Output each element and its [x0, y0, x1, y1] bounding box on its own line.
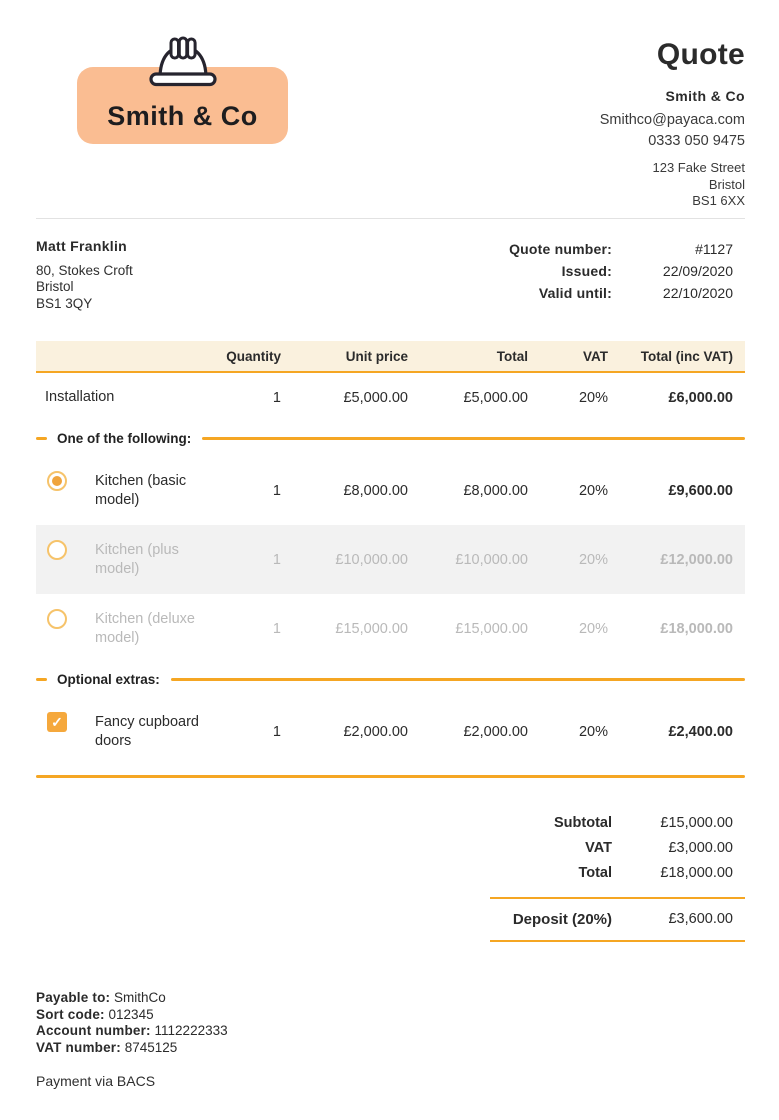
- item-quantity: 1: [272, 620, 281, 637]
- table-row: [36, 456, 745, 525]
- item-total-inc-vat: £12,000.00: [660, 551, 733, 568]
- issued-value: 22/09/2020: [662, 262, 733, 279]
- company-address: [600, 160, 745, 210]
- issued-row: [509, 260, 745, 282]
- section-line: [171, 678, 745, 681]
- section-one-of-the-following: [36, 422, 745, 456]
- item-name: Kitchen (deluxe model): [95, 611, 195, 646]
- deposit-value: £3,600.00: [668, 911, 733, 927]
- table-row: [36, 525, 745, 594]
- item-total-inc-vat: £2,400.00: [668, 723, 733, 740]
- item-quantity: 1: [272, 551, 281, 568]
- quote-meta: [509, 238, 745, 313]
- item-vat: 20%: [578, 620, 608, 637]
- item-total-inc-vat: £9,600.00: [668, 482, 733, 499]
- payment-details: [36, 990, 745, 1089]
- column-header-vat: VAT: [583, 348, 608, 364]
- hard-hat-icon: [148, 36, 218, 88]
- quote-number-value: #1127: [695, 240, 733, 257]
- total-label: Total: [578, 865, 612, 881]
- vat-number-row: [36, 1040, 745, 1057]
- customer-address-line: 80, Stokes Croft: [36, 262, 133, 278]
- quote-number-label: Quote number:: [509, 240, 612, 257]
- valid-until-row: [509, 282, 745, 304]
- item-total: £10,000.00: [455, 551, 528, 568]
- table-row: [36, 373, 745, 422]
- total-value: £18,000.00: [660, 865, 733, 881]
- sort-code-row: [36, 1007, 745, 1024]
- items-table: [36, 341, 745, 778]
- subtotal-value: £15,000.00: [660, 815, 733, 831]
- column-header-quantity: Quantity: [226, 348, 281, 364]
- valid-until-label: Valid until:: [538, 284, 612, 301]
- column-header-total: Total: [496, 348, 528, 364]
- vat-value: £3,000.00: [668, 840, 733, 856]
- item-vat: 20%: [578, 482, 608, 499]
- radio-unselected[interactable]: [47, 609, 67, 629]
- deposit-label: Deposit (20%): [512, 911, 612, 928]
- company-logo: [77, 36, 288, 163]
- logo-company-name: Smith & Co: [107, 101, 258, 131]
- account-number-value: 1112222333: [154, 1023, 228, 1038]
- item-quantity: 1: [272, 723, 281, 740]
- section-dash: [36, 678, 47, 681]
- item-name: Installation: [45, 389, 115, 405]
- total-row: [490, 861, 745, 886]
- company-address-line: 123 Fake Street: [652, 160, 745, 175]
- vat-number-label: VAT number:: [36, 1039, 121, 1055]
- item-unit-price: £10,000.00: [335, 551, 408, 568]
- payable-to-label: Payable to:: [36, 990, 111, 1005]
- section-optional-extras: [36, 663, 745, 697]
- item-name: Fancy cupboard doors: [95, 714, 199, 749]
- item-total: £8,000.00: [463, 482, 528, 499]
- item-total: £15,000.00: [455, 620, 528, 637]
- subtotal-row: [490, 811, 745, 836]
- table-row: [36, 594, 745, 663]
- item-vat: 20%: [578, 551, 608, 568]
- company-name: Smith & Co: [665, 88, 745, 104]
- item-unit-price: £5,000.00: [343, 389, 408, 406]
- company-phone: 0333 050 9475: [648, 133, 745, 149]
- item-unit-price: £8,000.00: [343, 482, 408, 499]
- company-details: [600, 36, 745, 210]
- column-header-total-inc-vat: Total (inc VAT): [640, 348, 733, 364]
- company-email: Smithco@payaca.com: [599, 112, 745, 128]
- vat-label: VAT: [585, 840, 612, 856]
- item-total-inc-vat: £18,000.00: [660, 620, 733, 637]
- payable-to-row: [36, 990, 745, 1007]
- checkbox-checked[interactable]: ✓: [47, 712, 67, 732]
- item-total: £2,000.00: [463, 723, 528, 740]
- issued-label: Issued:: [561, 262, 612, 279]
- item-unit-price: £2,000.00: [343, 723, 408, 740]
- item-quantity: 1: [272, 389, 281, 406]
- section-label: Optional extras:: [57, 672, 160, 687]
- section-label: One of the following:: [57, 431, 192, 446]
- account-number-label: Account number:: [36, 1023, 151, 1038]
- item-vat: 20%: [578, 723, 608, 740]
- customer-and-meta: [36, 219, 745, 313]
- customer-address-line: BS1 3QY: [36, 295, 93, 311]
- radio-unselected[interactable]: [47, 540, 67, 560]
- vat-row: [490, 836, 745, 861]
- sort-code-value: 012345: [108, 1006, 154, 1022]
- column-header-unit-price: Unit price: [345, 348, 408, 364]
- table-header-row: [36, 341, 745, 373]
- payment-method: Payment via BACS: [36, 1073, 156, 1089]
- customer-address: [36, 263, 133, 313]
- payable-to-value: SmithCo: [114, 990, 166, 1005]
- table-row: [36, 697, 745, 766]
- company-address-line: Bristol: [708, 176, 745, 192]
- section-line: [202, 437, 745, 440]
- section-dash: [36, 437, 47, 440]
- item-vat: 20%: [578, 389, 608, 406]
- sort-code-label: Sort code:: [36, 1006, 105, 1022]
- deposit-row: [490, 897, 745, 942]
- subtotal-label: Subtotal: [554, 815, 612, 831]
- totals-section: [490, 811, 745, 942]
- valid-until-value: 22/10/2020: [662, 284, 733, 301]
- item-unit-price: £15,000.00: [335, 620, 408, 637]
- customer-name: Matt Franklin: [36, 237, 128, 254]
- customer-details: [36, 238, 133, 313]
- item-total: £5,000.00: [463, 389, 528, 406]
- radio-selected[interactable]: [47, 471, 67, 491]
- quote-number-row: [509, 238, 745, 260]
- customer-address-line: Bristol: [36, 279, 74, 294]
- item-name: Kitchen (basic model): [95, 473, 187, 508]
- vat-number-value: 8745125: [124, 1039, 178, 1055]
- account-number-row: [36, 1023, 745, 1040]
- item-quantity: 1: [272, 482, 281, 499]
- document-header: [36, 36, 745, 210]
- item-name: Kitchen (plus model): [95, 542, 179, 577]
- table-bottom-line: [36, 775, 745, 778]
- item-total-inc-vat: £6,000.00: [668, 389, 733, 406]
- document-title: Quote: [656, 38, 745, 71]
- company-address-line: BS1 6XX: [692, 193, 745, 208]
